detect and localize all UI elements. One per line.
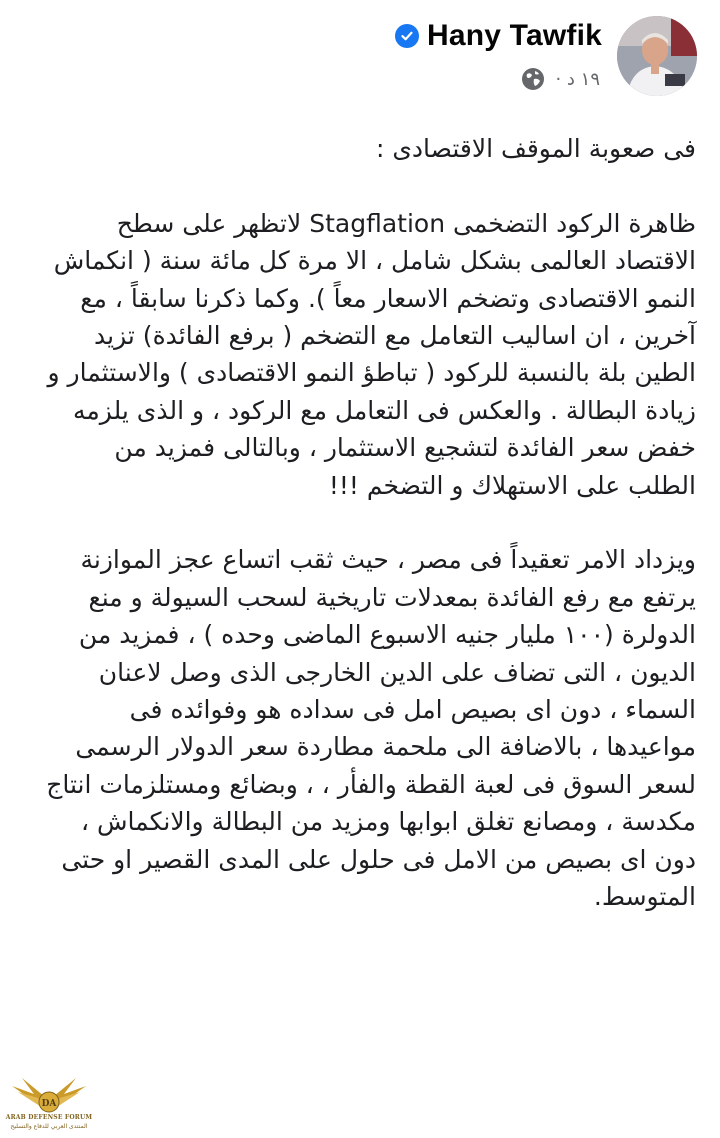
paragraph-gap xyxy=(40,504,696,541)
globe-icon[interactable] xyxy=(521,67,545,91)
watermark-subtitle: المنتدى العربي للدفاع والتسليح xyxy=(10,1123,88,1130)
post-header xyxy=(0,0,720,108)
paragraph-gap xyxy=(40,167,696,204)
watermark-title: ARAB DEFENSE FORUM xyxy=(5,1114,93,1121)
forum-watermark xyxy=(4,1072,94,1136)
author-name[interactable]: Hany Tawfik xyxy=(426,19,602,52)
post-meta xyxy=(521,64,600,94)
post-paragraph-1: ظاهرة الركود التضخمى Stagflation لاتظهر على سطح الاقتصاد العالمى بشكل شامل ، الا مرة كل مائة سنة ( انكماش النمو الاقتصادى وتضخم الاسعار معاً ). وكما ذكرنا سابقاً ، مع آخرين ، ان اساليب التعامل مع التضخم ( برفع الفائدة) تزيد الطين بلة بالنسبة للركود ( تباطؤ النمو الاقتصادى ) والاستثمار و زيادة البطالة . والعكس فى التعامل مع الركود ، و الذى يلزمه خفض سعر الفائدة لتشجيع الاستثمار ، وبالتالى فمزيد من الطلب على الاستهلاك و التضخم !!! xyxy=(47,208,696,500)
post-text xyxy=(40,130,696,916)
svg-text:DA: DA xyxy=(41,1099,57,1109)
post-timestamp[interactable]: ١٩ د · xyxy=(555,68,600,90)
author-row xyxy=(395,16,602,56)
profile-photo xyxy=(617,16,697,96)
author-avatar[interactable] xyxy=(617,16,697,96)
post-paragraph-2: ويزداد الامر تعقيداً فى مصر ، حيث ثقب اتساع عجز الموازنة يرتفع مع رفع الفائدة بمعدلات تاريخية لسحب السيولة و منع الدولرة (١٠٠ مليار جنيه الاسبوع الماضى وحده ) ، فمزيد من الديون ، التى تضاف على الدين الخارجى الذى وصل لاعنان السماء ، دون اى بصيص امل فى سداده هو وفوائده فى مواعيدها ، بالاضافة الى ملحمة مطاردة سعر الدولار الرسمى لسعر السوق فى لعبة القطة والفأر ، ، وبضائع ومستلزمات انتاج مكدسة ، ومصانع تغلق ابوابها ومزيد من البطالة والانكماش ، دون اى بصيص من الامل فى حلول على المدى القصير او حتى المتوسط. xyxy=(46,545,696,912)
verified-badge-icon xyxy=(395,24,419,48)
forum-logo-icon xyxy=(4,1072,94,1116)
post-title-line: فى صعوبة الموقف الاقتصادى : xyxy=(375,134,696,163)
